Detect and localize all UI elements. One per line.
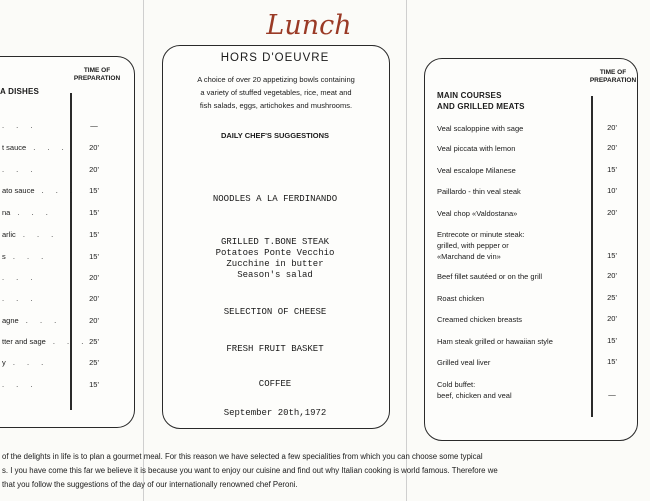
- daily-suggestions-heading: DAILY CHEF'S SUGGESTIONS: [220, 131, 330, 140]
- menu-title: Lunch: [266, 10, 352, 41]
- left-dish-item: ato sauce . . .: [2, 186, 78, 195]
- left-dish-time: 15': [89, 252, 99, 261]
- main-course-time: 20': [607, 314, 617, 323]
- left-dish-time: 25': [89, 337, 99, 346]
- main-course-item: Entrecote or minute steak: grilled, with pepper or «Marchand de vin»: [437, 230, 525, 261]
- fold-line-right: [406, 0, 407, 501]
- main-course-item: Veal escalope Milanese: [437, 166, 516, 175]
- left-dish-item: y . . .: [2, 358, 49, 367]
- main-course-item: Creamed chicken breasts: [437, 315, 523, 324]
- left-time-header: TIME OF PREPARATION: [73, 67, 121, 82]
- left-divider: [70, 93, 72, 410]
- suggestion-coffee: COFFEE: [258, 379, 292, 389]
- left-dish-time: 20': [89, 165, 99, 174]
- main-course-time: 20': [607, 123, 617, 132]
- left-menu-panel: [0, 56, 135, 428]
- left-dish-item: s . . .: [2, 252, 49, 261]
- main-course-time: 15': [607, 165, 617, 174]
- main-course-item: Paillardo - thin veal steak: [437, 187, 521, 196]
- right-divider: [591, 96, 593, 417]
- suggestion-cheese: SELECTION OF CHEESE: [223, 307, 327, 317]
- main-course-time: 20': [607, 208, 617, 217]
- main-course-time: —: [608, 390, 616, 399]
- left-dish-time: 20': [89, 143, 99, 152]
- footer-text-line-3: that you follow the suggestions of the day of our internationally renowned chef Peroni.: [2, 480, 298, 489]
- main-course-item: Beef fillet sautéed or on the grill: [437, 272, 543, 281]
- main-course-time: 10': [607, 186, 617, 195]
- left-section-heading: A DISHES: [0, 87, 40, 96]
- main-course-item: Veal piccata with lemon: [437, 144, 516, 153]
- main-course-time: 20': [607, 271, 617, 280]
- left-dish-time: 20': [89, 273, 99, 282]
- hors-doeuvre-heading: HORS D'OEUVRE: [220, 52, 330, 64]
- left-dish-item: . . .: [2, 165, 38, 174]
- suggestion-steak: GRILLED T.BONE STEAK Potatoes Ponte Vecchio Zucchine in butter Season's salad: [215, 237, 335, 280]
- main-course-time: 25': [607, 293, 617, 302]
- hors-doeuvre-description: A choice of over 20 appetizing bowls containing a variety of stuffed vegetables, rice, meat and fish salads, eggs, artichokes and mushrooms.: [197, 75, 355, 110]
- left-dish-time: 25': [89, 358, 99, 367]
- suggestion-noodles: NOODLES A LA FERDINANDO: [212, 194, 338, 204]
- left-dish-time: 15': [89, 230, 99, 239]
- left-dish-time: 15': [89, 380, 99, 389]
- left-dish-item: arlic . . .: [2, 230, 59, 239]
- main-course-item: Roast chicken: [437, 294, 485, 303]
- main-course-time: 20': [607, 143, 617, 152]
- main-course-item: Grilled veal liver: [437, 358, 491, 367]
- suggestion-fruit: FRESH FRUIT BASKET: [226, 344, 324, 354]
- main-course-time: 15': [607, 251, 617, 260]
- left-dish-item: . . .: [2, 380, 38, 389]
- main-course-item: Ham steak grilled or hawaiian style: [437, 337, 553, 346]
- left-dish-time: 20': [89, 294, 99, 303]
- left-dish-item: agne . . .: [2, 316, 62, 325]
- main-course-item: Veal chop «Valdostana»: [437, 209, 518, 218]
- fold-line-left: [143, 0, 144, 501]
- main-courses-heading: MAIN COURSES AND GRILLED MEATS: [437, 91, 525, 111]
- left-dish-item: . . .: [2, 121, 38, 130]
- left-dish-item: . . .: [2, 273, 38, 282]
- left-dish-time: 15': [89, 208, 99, 217]
- left-dish-item: t sauce . . .: [2, 143, 69, 152]
- left-dish-time: 15': [89, 186, 99, 195]
- left-dish-item: tter and sage . . .: [2, 337, 89, 346]
- left-dish-item: . . .: [2, 294, 38, 303]
- footer-text-line-2: s. I you have come this far we believe it is because you want to enjoy our cuisine and find out why Italian cooking is world famous. Therefore we: [2, 466, 498, 475]
- footer-text-line-1: of the delights in life is to plan a gourmet meal. For this reason we have selected a few specialities from which you can choose some typical: [2, 452, 483, 461]
- main-course-time: 15': [607, 336, 617, 345]
- right-time-header: TIME OF PREPARATION: [589, 69, 637, 84]
- menu-date: September 20th,1972: [223, 408, 327, 418]
- main-course-time: 15': [607, 357, 617, 366]
- left-dish-item: na . . .: [2, 208, 53, 217]
- left-dish-time: —: [90, 121, 98, 130]
- left-dish-time: 20': [89, 316, 99, 325]
- main-course-item: Cold buffet: beef, chicken and veal: [437, 380, 512, 400]
- main-course-item: Veal scaloppine with sage: [437, 124, 524, 133]
